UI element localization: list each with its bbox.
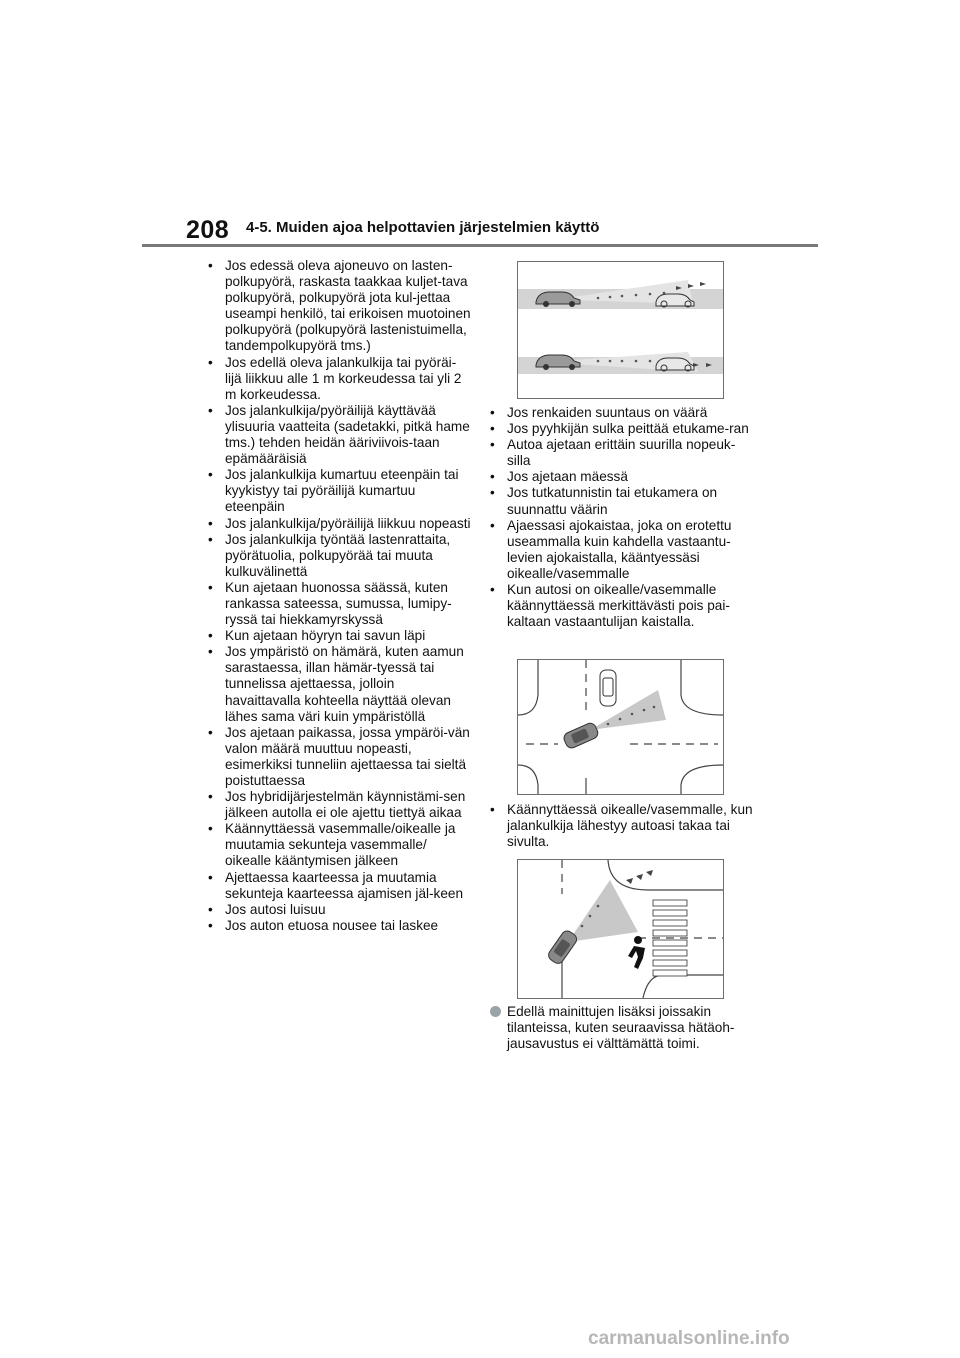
list-item-text: Jos renkaiden suuntaus on väärä	[507, 405, 708, 420]
list-item	[490, 437, 754, 469]
figure-pedestrian-crossing	[517, 859, 724, 999]
bullet-icon: •	[490, 405, 495, 420]
list-item	[208, 467, 472, 515]
list-item-text: Jos jalankulkija työntää lastenrattaita, pyörätuolia, polkupyörää tai muuta kulkuvälinettä	[225, 531, 451, 579]
list-item	[208, 918, 472, 934]
list-item-text: Ajettaessa kaarteessa ja muutamia sekunteja kaarteessa ajamisen jäl-keen	[225, 869, 464, 901]
left-bullet-list	[208, 258, 472, 934]
bullet-icon: •	[208, 515, 213, 531]
bullet-icon: •	[208, 789, 213, 805]
list-item-text: Jos jalankulkija/pyöräilijä käyttävää ylisuuria vaatteita (sadetakki, pitkä hame tms.) tehden heidän ääriviivois-taan epämääräisiä	[225, 402, 470, 467]
list-item	[208, 580, 472, 628]
list-item-text: Käännyttäessä oikealle/vasemmalle, kun jalankulkija lähestyy autoasi takaa tai sivulta.	[507, 802, 753, 850]
list-item	[208, 644, 472, 724]
list-item-text: Jos jalankulkija/pyöräilijä liikkuu nopeasti	[225, 515, 471, 531]
list-item-text: Jos tutkatunnistin tai etukamera on suunnattu väärin	[507, 485, 718, 517]
list-item-text: Jos pyyhkijän sulka peittää etukame-ran	[507, 421, 749, 437]
list-item-text: Autoa ajetaan erittäin suurilla nopeuk-silla	[507, 437, 736, 469]
right-column-lower	[490, 802, 754, 850]
list-item	[490, 421, 754, 437]
bullet-icon: •	[208, 644, 213, 660]
section-title: 4-5. Muiden ajoa helpottavien järjestelmien käyttö	[246, 219, 600, 236]
list-item-text: Kun ajetaan höyryn tai savun läpi	[225, 628, 426, 644]
bullet-icon: •	[208, 821, 213, 837]
header-rule	[142, 244, 818, 247]
bullet-icon: •	[490, 469, 495, 485]
list-item	[208, 628, 472, 644]
list-item	[490, 582, 754, 630]
list-item-text: Käännyttäessä vasemmalle/oikealle ja muutamia sekunteja vasemmalle/ oikealle kääntymisen jälkeen	[225, 821, 456, 869]
list-item	[208, 902, 472, 918]
right-bullet-list	[490, 405, 754, 630]
list-item-text: Jos edellä oleva jalankulkija tai pyöräi-lijä liikkuu alle 1 m korkeudessa tai yli 2 m korkeudessa.	[225, 354, 462, 402]
right-column	[490, 405, 754, 630]
list-item	[208, 403, 472, 467]
bullet-icon: •	[208, 901, 213, 917]
list-item	[208, 789, 472, 821]
bullet-icon: •	[490, 421, 495, 437]
bullet-icon: •	[208, 628, 213, 644]
note-dot-icon	[490, 1006, 501, 1017]
figure-turning-intersection	[517, 659, 724, 795]
right-bullet-list-2	[490, 802, 754, 850]
list-item-text: Kun ajetaan huonossa säässä, kuten rankassa sateessa, sumussa, lumipy-ryssä tai hiekkamyrskyssä	[225, 579, 452, 628]
list-item	[490, 469, 754, 485]
bullet-icon: •	[490, 437, 495, 453]
bullet-icon: •	[490, 802, 495, 817]
list-item-text: Kun autosi on oikealle/vasemmalle käännyttäessä merkittävästi pois pai-kaltaan vastaantulijan kaistalla.	[507, 582, 730, 630]
list-item-text: Jos hybridijärjestelmän käynnistämi-sen jälkeen autolla ei ole ajettu tiettyä aikaa	[225, 789, 466, 821]
bullet-icon: •	[208, 258, 213, 273]
figure-bicycle-detection	[517, 261, 724, 399]
list-item-text: Jos jalankulkija kumartuu eteenpäin tai kyykistyy tai pyöräilijä kumartuu eteenpäin	[225, 467, 459, 515]
list-item	[208, 258, 472, 355]
page-number: 208	[186, 216, 230, 244]
list-item	[208, 516, 472, 532]
list-item	[208, 821, 472, 869]
bullet-icon: •	[490, 517, 495, 533]
list-item	[208, 355, 472, 403]
bullet-icon: •	[208, 531, 213, 547]
list-item-text: Jos auton etuosa nousee tai laskee	[225, 917, 439, 933]
list-item-text: Jos autosi luisuu	[225, 901, 326, 917]
bullet-icon: •	[208, 869, 213, 885]
bullet-icon: •	[490, 485, 495, 501]
bullet-icon: •	[208, 579, 213, 595]
list-item-text: Jos ympäristö on hämärä, kuten aamun sarastaessa, illan hämär-tyessä tai tunnelissa ajettaessa, jolloin havaittavalla kohteella näyttää olevan lähes sama väri kuin ympäristöllä	[225, 644, 464, 724]
list-item	[208, 870, 472, 902]
note-text: Edellä mainittujen lisäksi joissakin tilanteissa, kuten seuraavissa hätäoh-jausavustus ei välttämättä toimi.	[507, 1004, 735, 1052]
bullet-icon: •	[208, 354, 213, 370]
note-paragraph	[490, 1004, 777, 1052]
bullet-icon: •	[490, 582, 495, 598]
bullet-icon: •	[208, 724, 213, 740]
list-item	[208, 532, 472, 580]
list-item	[490, 405, 754, 421]
bullet-icon: •	[208, 467, 213, 483]
list-item	[490, 518, 754, 582]
list-item	[490, 485, 754, 517]
left-column	[208, 258, 472, 934]
bullet-icon: •	[208, 917, 213, 933]
list-item-text: Jos edessä oleva ajoneuvo on lasten-polkupyörä, raskasta taakkaa kuljet-tava polkupyörä, polkupyörä jota kul-jettaa useampi henkilö, tai erikoisen muotoinen polkupyörä (polkupyörä lastenistuimella, tandempolkupyörä tms.)	[225, 258, 471, 354]
list-item-text: Jos ajetaan mäessä	[507, 469, 628, 485]
watermark: carmanualsonline.info	[588, 1328, 790, 1349]
list-item-text: Jos ajetaan paikassa, jossa ympäröi-vän valon määrä muuttuu nopeasti, esimerkiksi tunneliin ajettaessa tai sieltä poistuttaessa	[225, 724, 470, 788]
list-item	[490, 802, 754, 850]
bullet-icon: •	[208, 402, 213, 418]
list-item-text: Ajaessasi ajokaistaa, joka on erotettu useammalla kuin kahdella vastaantu-levien ajokaistalla, kääntyessäsi oikealle/vasemmalle	[507, 517, 732, 581]
list-item	[208, 725, 472, 789]
